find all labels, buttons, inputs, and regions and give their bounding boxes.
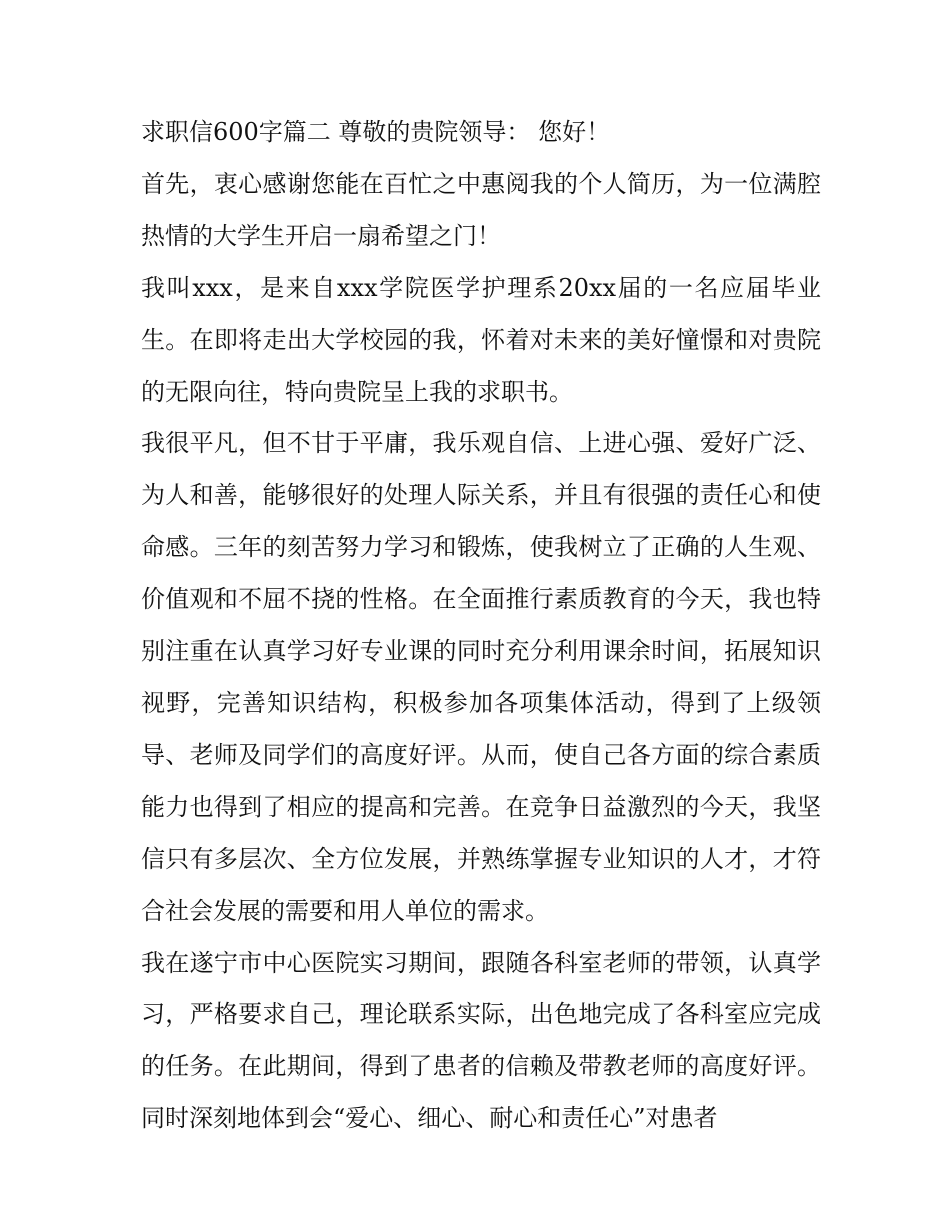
letter-heading-line: 求职信600字篇二 尊敬的贵院领导： 您好！ [141,118,611,146]
paragraph-personal-qualities: 我很平凡，但不甘于平庸，我乐观自信、上进心强、爱好广泛、为人和善，能够很好的处理人际关系，并且有很强的责任心和使命感。三年的刻苦努力学习和锻炼，使我树立了正确的人生观、价值观和不屈不挠的性格。在全面推行素质教育的今天，我也特别注重在认真学习好专业课的同时充分利用课余时间，拓展知识视野，完善知识结构，积极参加各项集体活动，得到了上级领导、老师及同学们的高度好评。从而，使自己各方面的综合素质能力也得到了相应的提高和完善。在竞争日益激烈的今天，我坚信只有多层次、全方位发展，并熟练掌握专业知识的人才，才符合社会发展的需要和用人单位的需求。 [141,429,821,925]
letter-body [141,107,821,1145]
paragraph-gratitude: 首先，衷心感谢您能在百忙之中惠阅我的个人简历，为一位满腔热情的大学生开启一扇希望之门！ [141,169,821,250]
paragraph-internship: 我在遂宁市中心医院实习期间，跟随各科室老师的带领，认真学习，严格要求自己，理论联系实际，出色地完成了各科室应完成的任务。在此期间，得到了患者的信赖及带教老师的高度好评。同时深刻地体到会“爱心、细心、耐心和责任心”对患者 [141,948,821,1133]
paragraph-introduction: 我叫xxx，是来自xxx学院医学护理系20xx届的一名应届毕业生。在即将走出大学校园的我，怀着对未来的美好憧憬和对贵院的无限向往，特向贵院呈上我的求职书。 [141,273,821,406]
